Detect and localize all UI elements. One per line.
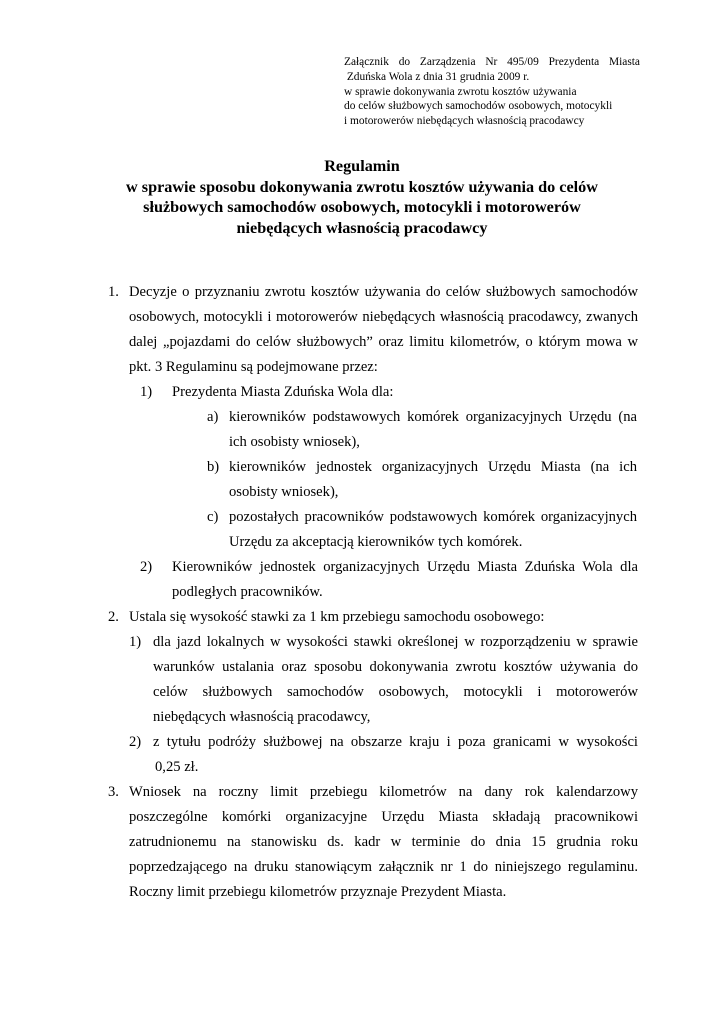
section-number: 3. [108,784,119,800]
section-number: 2. [108,609,119,625]
item-line: z tytułu podróży służbowej na obszarze kraju i poza granicami w wysokości [153,734,638,750]
title-line: niebędących własnością pracodawcy [236,218,488,237]
section-line: Decyzje o przyznaniu zwrotu kosztów używania do celów służbowych samochodów [129,284,638,300]
subitem-line: Urzędu za akceptacją kierowników tych komórek. [229,534,523,550]
section-line: Wniosek na roczny limit przebiegu kilometrów na dany rok kalendarzowy [129,784,638,800]
subitem-label: a) [207,409,219,425]
subitem-line: pozostałych pracowników podstawowych komórek organizacyjnych [229,509,637,525]
item-line: Prezydenta Miasta Zduńska Wola dla: [172,384,394,400]
subitem-line: kierowników podstawowych komórek organizacyjnych Urzędu (na [229,409,637,425]
subitem-line: ich osobisty wniosek), [229,434,360,450]
title-heading: Regulamin [324,157,400,175]
item-line: podległych pracowników. [172,584,323,600]
item-line: 0,25 zł. [155,759,199,775]
item-number: 2) [129,734,142,750]
section-line: dalej „pojazdami do celów służbowych” oraz limitu kilometrów, o którym mowa w [129,334,638,350]
item-number: 1) [140,384,153,400]
item-line: Kierowników jednostek organizacyjnych Urzędu Miasta Zduńska Wola dla [172,559,638,575]
item-line: niebędących własnością pracodawcy, [153,709,371,725]
attachment-line: i motorowerów niebędących własnością pracodawcy [344,115,585,128]
title-line: służbowych samochodów osobowych, motocykli i motorowerów [143,198,581,216]
section-line: Ustala się wysokość stawki za 1 km przebiegu samochodu osobowego: [129,609,545,625]
document-title [70,156,654,238]
item-line: celów służbowych samochodów osobowych, motocykli i motorowerów [153,684,638,700]
attachment-line: Zduńska Wola z dnia 31 grudnia 2009 r. [344,70,530,83]
section-line: Roczny limit przebiegu kilometrów przyznaje Prezydent Miasta. [129,884,507,900]
item-line: warunków ustalania oraz sposobu dokonywania zwrotu kosztów używania do [153,659,638,675]
section-line: poprzedzającego na druku stanowiącym załącznik nr 1 do niniejszego regulaminu. [129,859,638,875]
attachment-header [344,55,640,129]
title-line: w sprawie sposobu dokonywania zwrotu kosztów używania do celów [126,177,598,196]
attachment-line: Załącznik do Zarządzenia Nr 495/09 Prezydenta Miasta [344,56,640,68]
attachment-line: do celów służbowych samochodów osobowych, motocykli [344,100,613,113]
subitem-label: c) [207,509,219,525]
attachment-line: w sprawie dokonywania zwrotu kosztów używania [344,85,577,98]
section-line: osobowych, motocykli i motorowerów niebędących własnością pracodawcy, zwanych [129,309,638,325]
section-line: pkt. 3 Regulaminu są podejmowane przez: [129,359,378,375]
item-number: 2) [140,559,153,575]
section-line: poszczególne komórki organizacyjne Urzędu Miasta składają pracownikowi [129,809,638,825]
item-number: 1) [129,634,142,650]
section-line: zatrudnionemu na stanowisku ds. kadr w terminie do dnia 15 grudnia roku [129,834,638,850]
subitem-line: osobisty wniosek), [229,484,339,500]
item-line: dla jazd lokalnych w wysokości stawki określonej w rozporządzeniu w sprawie [153,634,638,650]
subitem-label: b) [207,459,220,475]
subitem-line: kierowników jednostek organizacyjnych Urzędu Miasta (na ich [229,459,637,475]
section-number: 1. [108,284,119,300]
